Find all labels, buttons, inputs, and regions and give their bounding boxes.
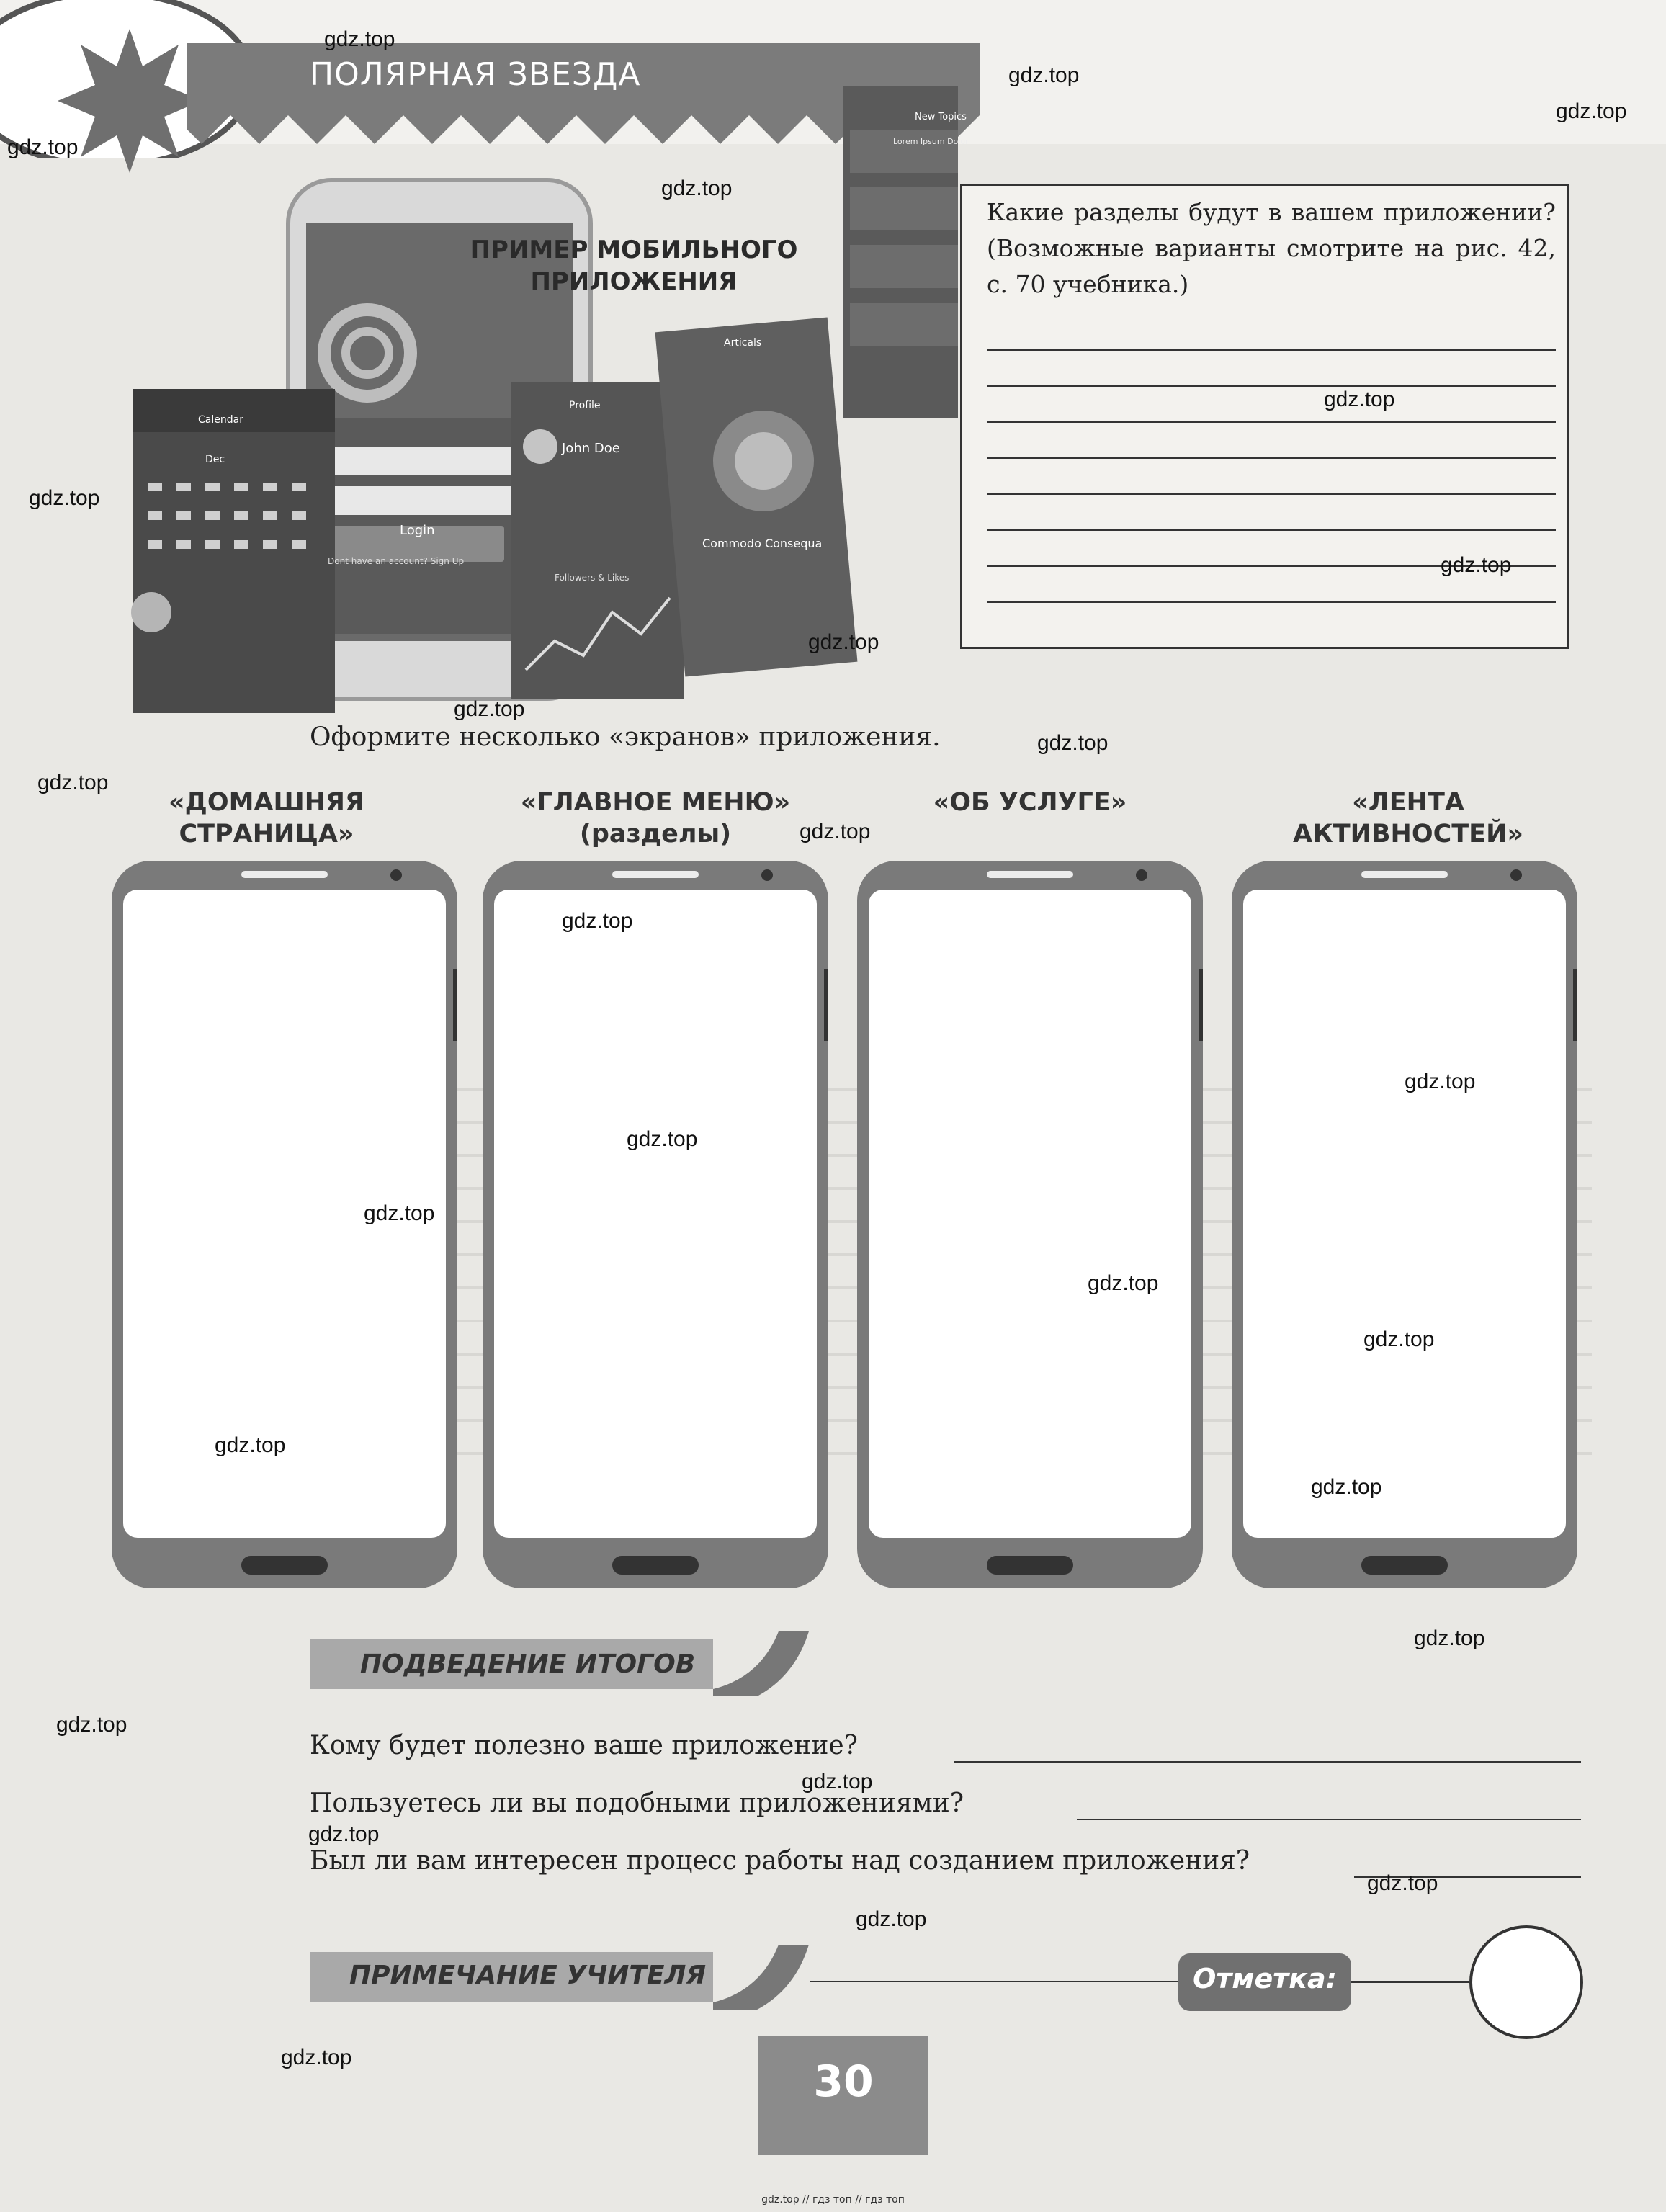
mockup-profile-title: Profile [569, 400, 601, 411]
summary-answer-line-2[interactable] [1077, 1819, 1581, 1820]
watermark: gdz.top [1088, 1271, 1159, 1295]
watermark: gdz.top [1367, 1871, 1438, 1895]
grade-circle[interactable] [1469, 1925, 1583, 2039]
watermark: gdz.top [1441, 553, 1512, 577]
mockup-articles-title: Articals [724, 337, 762, 349]
watermark: gdz.top [29, 486, 100, 510]
screen-label-home [122, 787, 411, 850]
watermark: gdz.top [627, 1127, 698, 1151]
mockup-login-hint: Dont have an account? Sign Up [328, 556, 465, 566]
answer-line[interactable] [987, 601, 1556, 603]
watermark: gdz.top [1037, 731, 1109, 755]
grade-label: Отметка: [1193, 1963, 1337, 1994]
watermark: gdz.top [856, 1907, 927, 1931]
answer-line[interactable] [987, 493, 1556, 495]
watermark: gdz.top [802, 1770, 873, 1794]
watermark: gdz.top [800, 820, 871, 843]
summary-question-3: Был ли вам интересен процесс работы над созданием приложения? [310, 1846, 1250, 1876]
watermark: gdz.top [1008, 63, 1080, 87]
screen-label-activity-feed [1264, 787, 1552, 850]
watermark: gdz.top [454, 697, 525, 721]
watermark: gdz.top [324, 27, 395, 51]
watermark: gdz.top [1324, 388, 1395, 411]
watermark: gdz.top [1556, 99, 1627, 123]
watermark: gdz.top [37, 771, 109, 794]
watermark: gdz.top [808, 630, 879, 654]
sample-app-illustration [108, 79, 958, 713]
watermark: gdz.top [215, 1433, 286, 1457]
screen-label-line1: «ОБ УСЛУГЕ» [933, 788, 1127, 817]
summary-question-2: Пользуетесь ли вы подобными приложениями? [310, 1788, 964, 1818]
bottom-note: gdz.top // гдз топ // гдз топ [761, 2194, 905, 2206]
sample-app-title-line2: ПРИЛОЖЕНИЯ [530, 267, 738, 296]
mockup-login-button: Login [400, 523, 435, 538]
sample-app-title [461, 234, 807, 297]
screen-label-line2: СТРАНИЦА» [179, 820, 354, 848]
screen-label-line1: «ГЛАВНОЕ МЕНЮ» [520, 788, 791, 817]
series-title: ПОЛЯРНАЯ ЗВЕЗДА [310, 56, 641, 93]
watermark: gdz.top [281, 2046, 352, 2069]
answer-line[interactable] [987, 457, 1556, 459]
answer-line[interactable] [987, 421, 1556, 423]
grade-connector-line [1351, 1981, 1469, 1983]
screen-label-main-menu [497, 787, 814, 850]
watermark: gdz.top [1363, 1327, 1435, 1351]
question-text: Какие разделы будут в вашем приложении? (Возможные варианты смотрите на рис. 42, с. 70 учебника.) [987, 198, 1556, 298]
watermark: gdz.top [562, 909, 633, 933]
answer-line[interactable] [987, 529, 1556, 531]
watermark: gdz.top [7, 135, 79, 159]
answer-line[interactable] [987, 349, 1556, 351]
mockup-topics-title: New Topics [915, 112, 967, 122]
screen-label-line2: АКТИВНОСТЕЙ» [1293, 820, 1523, 848]
phone-frame-about-service[interactable] [857, 861, 1203, 1588]
summary-label: ПОДВЕДЕНИЕ ИТОГОВ [360, 1649, 696, 1679]
phone-frame-main-menu[interactable] [483, 861, 828, 1588]
screen-label-line2: (разделы) [579, 820, 732, 848]
watermark: gdz.top [364, 1201, 435, 1225]
mockup-articles-caption: Commodo Consequa [702, 537, 823, 550]
sample-app-title-line1: ПРИМЕР МОБИЛЬНОГО [470, 236, 798, 264]
watermark: gdz.top [308, 1822, 380, 1846]
watermark: gdz.top [1414, 1626, 1485, 1650]
mockup-calendar-month: Dec [205, 454, 225, 465]
screen-label-line1: «ЛЕНТА [1352, 788, 1464, 817]
watermark: gdz.top [661, 176, 733, 200]
teacher-note-line[interactable] [810, 1981, 1178, 1982]
summary-answer-line-1[interactable] [954, 1761, 1581, 1763]
screen-label-about-service [886, 787, 1174, 818]
mockup-profile-followers: Followers & Likes [555, 573, 630, 583]
mockup-topics-item: Lorem Ipsum Dolor [893, 137, 969, 146]
watermark: gdz.top [56, 1713, 127, 1737]
design-prompt: Оформите несколько «экранов» приложения. [310, 722, 941, 752]
teacher-note-label: ПРИМЕЧАНИЕ УЧИТЕЛЯ [349, 1961, 707, 1990]
watermark: gdz.top [1405, 1070, 1476, 1093]
watermark: gdz.top [1311, 1475, 1382, 1499]
phone-frame-activity-feed[interactable] [1232, 861, 1577, 1588]
screen-label-line1: «ДОМАШНЯЯ [169, 788, 364, 817]
summary-question-1: Кому будет полезно ваше приложение? [310, 1731, 858, 1760]
mockup-profile-name: John Doe [562, 441, 620, 456]
answer-line[interactable] [987, 385, 1556, 387]
mockup-calendar-title: Calendar [198, 414, 243, 426]
page-number: 30 [813, 2056, 874, 2107]
